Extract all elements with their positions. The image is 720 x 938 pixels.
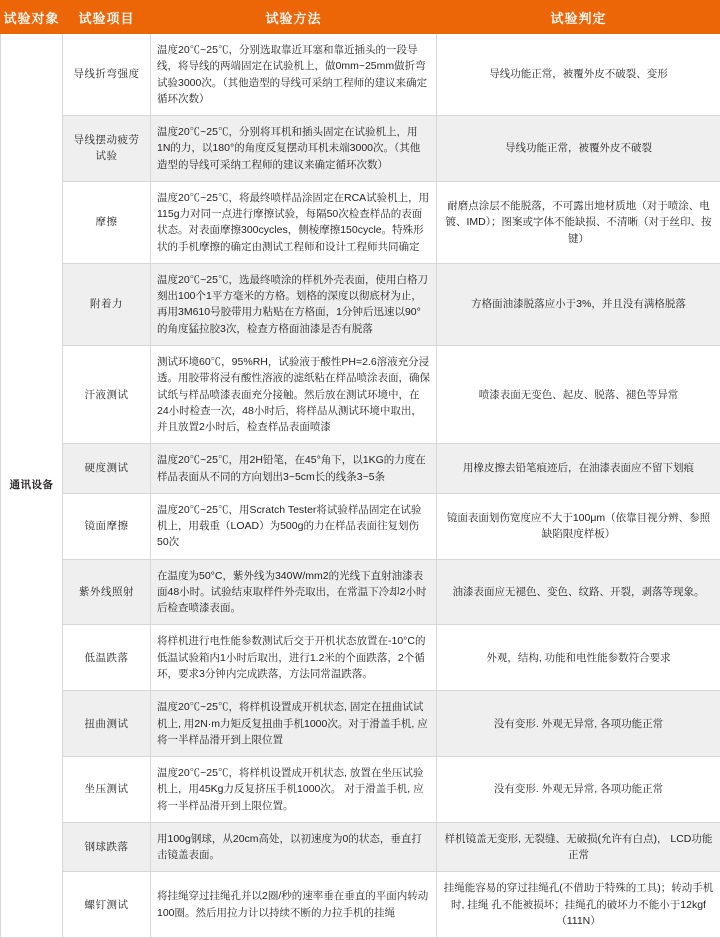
header-test-judgement: 试验判定	[437, 1, 720, 34]
cell-test-item: 低温跌落	[63, 625, 151, 691]
cell-test-item: 紫外线照射	[63, 559, 151, 625]
cell-test-method: 温度20℃~25℃，将样机设置成开机状态, 固定在扭曲试试机上, 用2N·m力矩反复扭曲手机1000次。对于滑盖手机, 应将一半样品滑开到上限位置	[151, 691, 437, 757]
cell-test-item: 镜面摩擦	[63, 493, 151, 559]
cell-test-method: 温度20℃~25℃，将最终喷样品涂固定在RCA试验机上，用115g力对同一点进行摩擦试验，每隔50次检查样品的表面状态。对表面摩擦300cycles，侧棱摩擦150cycle。特殊形状的手机摩擦的确定由测试工程师和设计工程师共同确定	[151, 181, 437, 263]
cell-test-judgement: 挂绳能容易的穿过挂绳孔(不借助于特殊的工具)；转动手机时, 挂绳 孔不能被损坏；挂绳孔的破坏力不能小于12kgf（111N）	[437, 872, 720, 938]
cell-test-item: 钢球跌落	[63, 822, 151, 872]
cell-test-item: 螺钉测试	[63, 872, 151, 938]
cell-test-item: 附着力	[63, 263, 151, 345]
cell-test-item: 摩擦	[63, 181, 151, 263]
cell-test-judgement: 没有变形. 外观无异常, 各项功能正常	[437, 757, 720, 823]
cell-test-method: 温度20℃~25℃，将样机设置成开机状态, 放置在坐压试验机上，用45Kg力反复挤压手机1000次。 对于滑盖手机, 应将一半样品滑开到上限位置。	[151, 757, 437, 823]
cell-test-judgement: 喷漆表面无变色、起皮、脱落、褪色等异常	[437, 345, 720, 443]
cell-test-method: 将挂绳穿过挂绳孔并以2圈/秒的速率垂在垂直的平面内转动100圈。然后用拉力计以持续不断的力拉手机的挂绳	[151, 872, 437, 938]
cell-test-method: 温度20℃~25℃，选最终喷涂的样机外壳表面，使用白格刀刻出100个1平方毫米的方格。划格的深度以彻底材为止，再用3M610号胶带用力粘贴在方格面，1分钟后迅速以90°的角度猛拉胶3次，检查方格面油漆是否有脱落	[151, 263, 437, 345]
cell-test-item: 导线折弯强度	[63, 34, 151, 116]
header-test-item: 试验项目	[63, 1, 151, 34]
table-row	[1, 691, 720, 757]
cell-test-judgement: 耐磨点涂层不能脱落，不可露出地材质地（对于喷涂、电镀、IMD）；图案或字体不能缺损、不清晰（对于丝印、按键）	[437, 181, 720, 263]
cell-test-item: 坐压测试	[63, 757, 151, 823]
cell-test-judgement: 用橡皮擦去铅笔痕迹后，在油漆表面应不留下划痕	[437, 444, 720, 494]
header-test-method: 试验方法	[151, 1, 437, 34]
header-row	[1, 1, 720, 34]
cell-test-judgement: 没有变形. 外观无异常, 各项功能正常	[437, 691, 720, 757]
table-row	[1, 116, 720, 182]
cell-test-judgement: 镜面表面划伤宽度应不大于100μm（依靠目视分辨、参照缺陷限度样板）	[437, 493, 720, 559]
table-row	[1, 822, 720, 872]
table-row	[1, 345, 720, 443]
table-row	[1, 263, 720, 345]
cell-test-item: 导线摆动疲劳试验	[63, 116, 151, 182]
cell-test-item: 汗液测试	[63, 345, 151, 443]
table-row	[1, 181, 720, 263]
cell-test-method: 用100g钢球，从20cm高处，以初速度为0的状态，垂直打击镜盖表面。	[151, 822, 437, 872]
table-row	[1, 757, 720, 823]
cell-test-method: 温度20℃~25℃，分别选取靠近耳塞和靠近插头的一段导线，将导线的两端固定在试验机上，做0mm~25mm做折弯试验3000次。（其他造型的导线可采纳工程师的建议来确定循环次数）	[151, 34, 437, 116]
table-row	[1, 625, 720, 691]
cell-test-object: 通讯设备	[1, 34, 63, 938]
table-row	[1, 559, 720, 625]
cell-test-method: 温度20℃~25℃，用2H铅笔，在45°角下，以1KG的力度在样品表面从不同的方向划出3~5cm长的线条3~5条	[151, 444, 437, 494]
cell-test-method: 在温度为50°C，紫外线为340W/mm2的光线下直射油漆表面48小时。试验结束取样件外壳取出，在常温下冷却2小时后检查喷漆表面。	[151, 559, 437, 625]
header-test-object: 试验对象	[1, 1, 63, 34]
cell-test-method: 将样机进行电性能参数测试后交于开机状态放置在-10°C的低温试验箱内1小时后取出，进行1.2米的个面跌落，2个循环，要求3分钟内完成跌落，方法同常温跌落。	[151, 625, 437, 691]
cell-test-method: 温度20℃~25℃，分别将耳机和插头固定在试验机上，用1N的力，以180°的角度反复摆动耳机未端3000次。（其他造型的导线可采纳工程师的建议来确定循环次数）	[151, 116, 437, 182]
cell-test-judgement: 外观，结构, 功能和电性能参数符合要求	[437, 625, 720, 691]
table-row	[1, 872, 720, 938]
cell-test-judgement: 样机镜盖无变形, 无裂缝、无破损(允许有白点)， LCD功能正常	[437, 822, 720, 872]
table-row	[1, 34, 720, 116]
table-body	[1, 34, 720, 938]
cell-test-judgement: 方格面油漆脱落应小于3%，并且没有满格脱落	[437, 263, 720, 345]
table-row	[1, 493, 720, 559]
table-header	[1, 1, 720, 34]
table-row	[1, 444, 720, 494]
cell-test-judgement: 导线功能正常，被覆外皮不破裂、变形	[437, 34, 720, 116]
cell-test-judgement: 油漆表面应无褪色、变色、纹路、开裂，剥落等现象。	[437, 559, 720, 625]
cell-test-method: 温度20℃~25℃，用Scratch Tester将试验样品固定在试验机上，用载重（LOAD）为500g的力在样品表面往复划伤50次	[151, 493, 437, 559]
cell-test-judgement: 导线功能正常，被覆外皮不破裂	[437, 116, 720, 182]
cell-test-item: 硬度测试	[63, 444, 151, 494]
cell-test-method: 测试环境60℃，95%RH，试验液于酸性PH=2.6溶液充分浸透。用胶带将浸有酸性溶液的滤纸粘在样品喷涂表面，确保试纸与样品喷漆表面充分接触。然后放在测试环境中，在24小时检查一次，48小时后，将样品从测试环境中取出，并且放置2小时后，检查样品表面喷漆	[151, 345, 437, 443]
cell-test-item: 扭曲测试	[63, 691, 151, 757]
